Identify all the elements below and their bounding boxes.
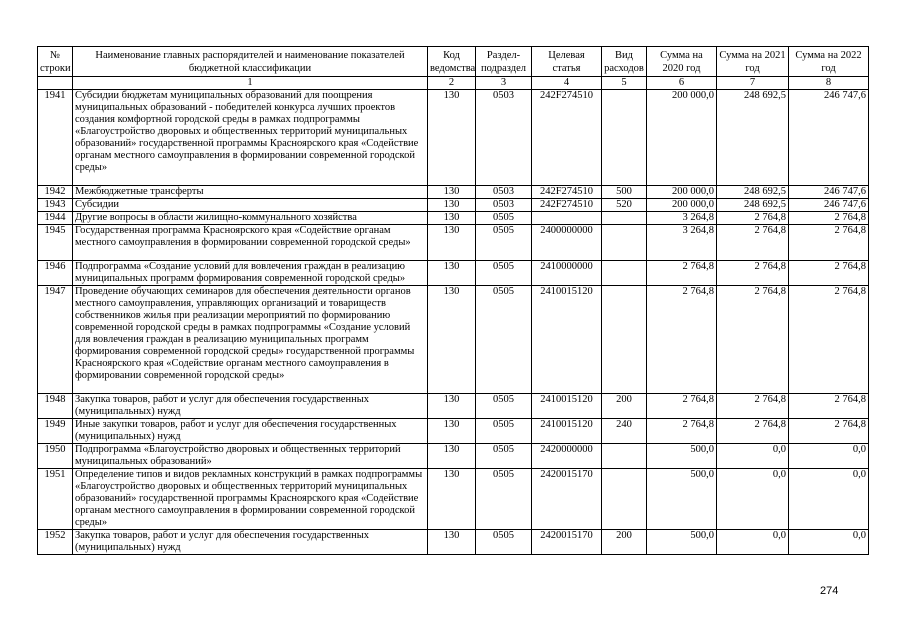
target-item: 2420015170 bbox=[532, 530, 602, 555]
target-item: 2420015170 bbox=[532, 469, 602, 530]
header-sum-2021: Сумма на 2021 год bbox=[717, 47, 789, 77]
column-number: 7 bbox=[717, 77, 789, 90]
sum-2022: 2 764,8 bbox=[789, 394, 869, 419]
sum-2021: 2 764,8 bbox=[717, 286, 789, 394]
dept-code: 130 bbox=[428, 90, 476, 186]
header-row-number: № строки bbox=[38, 47, 73, 77]
sum-2021: 0,0 bbox=[717, 444, 789, 469]
sum-2022: 2 764,8 bbox=[789, 225, 869, 261]
sum-2021: 0,0 bbox=[717, 469, 789, 530]
section-code: 0505 bbox=[476, 394, 532, 419]
dept-code: 130 bbox=[428, 286, 476, 394]
sum-2021: 2 764,8 bbox=[717, 394, 789, 419]
page-number: 274 bbox=[820, 585, 839, 597]
expense-type: 500 bbox=[602, 186, 647, 199]
expense-type bbox=[602, 225, 647, 261]
section-code: 0503 bbox=[476, 90, 532, 186]
row-name: Государственная программа Красноярского края «Содействие органам местного самоуправления в формировании современной городской среды» bbox=[73, 225, 428, 261]
dept-code: 130 bbox=[428, 444, 476, 469]
column-number: 4 bbox=[532, 77, 602, 90]
row-number: 1952 bbox=[38, 530, 73, 555]
expense-type bbox=[602, 444, 647, 469]
column-number-row bbox=[38, 77, 869, 90]
sum-2022: 2 764,8 bbox=[789, 286, 869, 394]
column-number: 6 bbox=[647, 77, 717, 90]
sum-2020: 500,0 bbox=[647, 530, 717, 555]
sum-2021: 248 692,5 bbox=[717, 199, 789, 212]
sum-2022: 2 764,8 bbox=[789, 419, 869, 444]
sum-2020: 3 264,8 bbox=[647, 212, 717, 225]
sum-2021: 2 764,8 bbox=[717, 225, 789, 261]
expense-type bbox=[602, 286, 647, 394]
sum-2021: 2 764,8 bbox=[717, 419, 789, 444]
dept-code: 130 bbox=[428, 199, 476, 212]
row-name: Иные закупки товаров, работ и услуг для обеспечения государственных (муниципальных) нужд bbox=[73, 419, 428, 444]
section-code: 0505 bbox=[476, 286, 532, 394]
row-number: 1944 bbox=[38, 212, 73, 225]
sum-2022: 246 747,6 bbox=[789, 199, 869, 212]
section-code: 0505 bbox=[476, 530, 532, 555]
expense-type bbox=[602, 261, 647, 286]
expense-type: 200 bbox=[602, 394, 647, 419]
row-name: Субсидии бюджетам муниципальных образований для поощрения муниципальных образований - победителей конкурса лучших проектов создания комфортной городской среды в рамках подпрограммы «Благоустройство дворовых и общественных территорий муниципальных образований» государственной программы Красноярского края «Содействие органам местного самоуправления в формировании современной городской среды» bbox=[73, 90, 428, 186]
table-row bbox=[38, 186, 869, 199]
row-name: Закупка товаров, работ и услуг для обеспечения государственных (муниципальных) нужд bbox=[73, 530, 428, 555]
sum-2020: 2 764,8 bbox=[647, 261, 717, 286]
row-number: 1943 bbox=[38, 199, 73, 212]
row-name: Субсидии bbox=[73, 199, 428, 212]
sum-2020: 500,0 bbox=[647, 469, 717, 530]
target-item: 2410015120 bbox=[532, 394, 602, 419]
sum-2021: 2 764,8 bbox=[717, 212, 789, 225]
sum-2020: 500,0 bbox=[647, 444, 717, 469]
section-code: 0505 bbox=[476, 261, 532, 286]
section-code: 0505 bbox=[476, 444, 532, 469]
row-number: 1942 bbox=[38, 186, 73, 199]
dept-code: 130 bbox=[428, 186, 476, 199]
row-name: Подпрограмма «Благоустройство дворовых и общественных территорий муниципальных образований» bbox=[73, 444, 428, 469]
sum-2022: 2 764,8 bbox=[789, 261, 869, 286]
header-dept-code: Код ведомства bbox=[428, 47, 476, 77]
expense-type bbox=[602, 90, 647, 186]
row-name: Закупка товаров, работ и услуг для обеспечения государственных (муниципальных) нужд bbox=[73, 394, 428, 419]
sum-2021: 248 692,5 bbox=[717, 90, 789, 186]
row-number: 1951 bbox=[38, 469, 73, 530]
table-body bbox=[38, 90, 869, 555]
table-row bbox=[38, 261, 869, 286]
target-item: 242F274510 bbox=[532, 199, 602, 212]
sum-2022: 0,0 bbox=[789, 444, 869, 469]
table-row bbox=[38, 212, 869, 225]
table-row bbox=[38, 394, 869, 419]
target-item: 2420000000 bbox=[532, 444, 602, 469]
sum-2021: 0,0 bbox=[717, 530, 789, 555]
section-code: 0503 bbox=[476, 186, 532, 199]
table-row bbox=[38, 90, 869, 186]
dept-code: 130 bbox=[428, 394, 476, 419]
table-row bbox=[38, 419, 869, 444]
row-number: 1949 bbox=[38, 419, 73, 444]
sum-2022: 0,0 bbox=[789, 530, 869, 555]
header-expense-type: Вид расходов bbox=[602, 47, 647, 77]
section-code: 0505 bbox=[476, 419, 532, 444]
expense-type: 520 bbox=[602, 199, 647, 212]
row-number: 1950 bbox=[38, 444, 73, 469]
section-code: 0503 bbox=[476, 199, 532, 212]
header-sum-2020: Сумма на 2020 год bbox=[647, 47, 717, 77]
table-row bbox=[38, 225, 869, 261]
sum-2021: 2 764,8 bbox=[717, 261, 789, 286]
column-number: 3 bbox=[476, 77, 532, 90]
row-number: 1945 bbox=[38, 225, 73, 261]
table-row bbox=[38, 469, 869, 530]
column-number: 1 bbox=[73, 77, 428, 90]
table-row bbox=[38, 444, 869, 469]
column-number bbox=[38, 77, 73, 90]
row-name: Межбюджетные трансферты bbox=[73, 186, 428, 199]
sum-2020: 3 264,8 bbox=[647, 225, 717, 261]
header-row bbox=[38, 47, 869, 77]
target-item: 2410015120 bbox=[532, 419, 602, 444]
sum-2022: 246 747,6 bbox=[789, 90, 869, 186]
sum-2020: 200 000,0 bbox=[647, 90, 717, 186]
sum-2022: 246 747,6 bbox=[789, 186, 869, 199]
target-item bbox=[532, 212, 602, 225]
row-name: Другие вопросы в области жилищно-коммунального хозяйства bbox=[73, 212, 428, 225]
budget-table bbox=[37, 46, 869, 555]
section-code: 0505 bbox=[476, 225, 532, 261]
row-number: 1947 bbox=[38, 286, 73, 394]
table-row bbox=[38, 286, 869, 394]
sum-2020: 2 764,8 bbox=[647, 394, 717, 419]
dept-code: 130 bbox=[428, 261, 476, 286]
target-item: 2400000000 bbox=[532, 225, 602, 261]
header-section: Раздел-подраздел bbox=[476, 47, 532, 77]
header-name: Наименование главных распорядителей и наименование показателей бюджетной классификации bbox=[73, 47, 428, 77]
dept-code: 130 bbox=[428, 530, 476, 555]
sum-2022: 2 764,8 bbox=[789, 212, 869, 225]
dept-code: 130 bbox=[428, 212, 476, 225]
expense-type bbox=[602, 469, 647, 530]
section-code: 0505 bbox=[476, 212, 532, 225]
dept-code: 130 bbox=[428, 419, 476, 444]
expense-type bbox=[602, 212, 647, 225]
column-number: 2 bbox=[428, 77, 476, 90]
sum-2020: 200 000,0 bbox=[647, 186, 717, 199]
target-item: 2410000000 bbox=[532, 261, 602, 286]
sum-2022: 0,0 bbox=[789, 469, 869, 530]
row-number: 1946 bbox=[38, 261, 73, 286]
header-target-item: Целевая статья bbox=[532, 47, 602, 77]
row-name: Подпрограмма «Создание условий для вовлечения граждан в реализацию муниципальных программ формирования современной городской среды» bbox=[73, 261, 428, 286]
expense-type: 240 bbox=[602, 419, 647, 444]
table-row bbox=[38, 530, 869, 555]
sum-2020: 2 764,8 bbox=[647, 419, 717, 444]
target-item: 242F274510 bbox=[532, 90, 602, 186]
expense-type: 200 bbox=[602, 530, 647, 555]
sum-2020: 2 764,8 bbox=[647, 286, 717, 394]
dept-code: 130 bbox=[428, 469, 476, 530]
row-name: Определение типов и видов рекламных конструкций в рамках подпрограммы «Благоустройство дворовых и общественных территорий муниципальных образований» государственной программы Красноярского края «Содействие органам местного самоуправления в формировании современной городской среды» bbox=[73, 469, 428, 530]
sum-2021: 248 692,5 bbox=[717, 186, 789, 199]
row-number: 1941 bbox=[38, 90, 73, 186]
row-name: Проведение обучающих семинаров для обеспечения деятельности органов местного самоуправления, управляющих организаций и товариществ собственников жилья при реализации мероприятий по формированию современной городской среды в рамках подпрограммы «Создание условий для вовлечения граждан в реализацию муниципальных программ формирования современной городской среды» государственной программы Красноярского края «Содействие органам местного самоуправления в формировании современной городской среды» bbox=[73, 286, 428, 394]
column-number: 5 bbox=[602, 77, 647, 90]
row-number: 1948 bbox=[38, 394, 73, 419]
header-sum-2022: Сумма на 2022 год bbox=[789, 47, 869, 77]
dept-code: 130 bbox=[428, 225, 476, 261]
section-code: 0505 bbox=[476, 469, 532, 530]
column-number: 8 bbox=[789, 77, 869, 90]
target-item: 242F274510 bbox=[532, 186, 602, 199]
target-item: 2410015120 bbox=[532, 286, 602, 394]
sum-2020: 200 000,0 bbox=[647, 199, 717, 212]
table-row bbox=[38, 199, 869, 212]
